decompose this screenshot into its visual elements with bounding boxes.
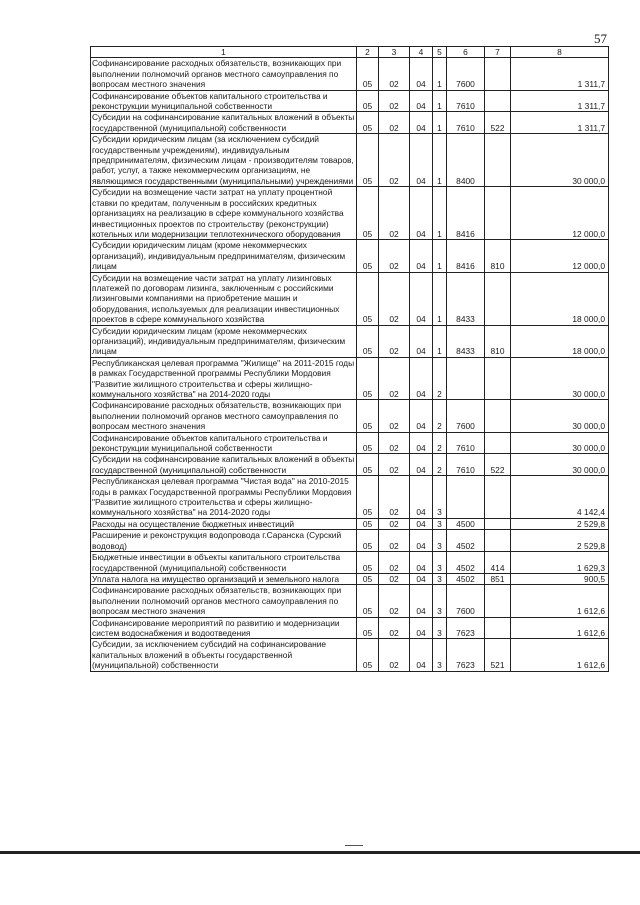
row-name-cell: Софинансирование расходных обязательств, возникающих при выполнении полномочий органов местного самоуправления по вопросам местного значения bbox=[91, 58, 357, 90]
row-c3-cell: 02 bbox=[379, 90, 410, 112]
row-c2-cell: 05 bbox=[357, 454, 379, 476]
table-row bbox=[91, 58, 609, 90]
column-header: 4 bbox=[410, 47, 433, 58]
row-c8-cell: 30 000,0 bbox=[511, 134, 609, 187]
row-name-cell: Уплата налога на имущество организаций и земельного налога bbox=[91, 573, 357, 584]
table-row bbox=[91, 400, 609, 432]
row-c4-cell: 04 bbox=[410, 573, 433, 584]
table-row bbox=[91, 272, 609, 325]
table-row bbox=[91, 639, 609, 671]
row-c6-cell: 7610 bbox=[447, 432, 485, 454]
row-c5-cell: 3 bbox=[433, 518, 447, 529]
row-c8-cell: 1 612,6 bbox=[511, 585, 609, 617]
row-c5-cell: 2 bbox=[433, 432, 447, 454]
row-c4-cell: 04 bbox=[410, 432, 433, 454]
table-row bbox=[91, 112, 609, 134]
row-name-cell: Субсидии юридическим лицам (за исключением субсидий государственным учреждениям), индивидуальным предпринимателям, физическим лицам - производителям товаров, работ, услуг, а также некоммерческим организациям, не являющимся государственными (муниципальными) учреждениями bbox=[91, 134, 357, 187]
row-c6-cell: 8400 bbox=[447, 134, 485, 187]
column-header: 5 bbox=[433, 47, 447, 58]
row-c4-cell: 04 bbox=[410, 552, 433, 574]
row-c6-cell: 7610 bbox=[447, 454, 485, 476]
row-c5-cell: 2 bbox=[433, 357, 447, 400]
row-c8-cell: 1 311,7 bbox=[511, 90, 609, 112]
table-row bbox=[91, 454, 609, 476]
row-c2-cell: 05 bbox=[357, 573, 379, 584]
row-c5-cell: 3 bbox=[433, 530, 447, 552]
row-c8-cell: 2 529,8 bbox=[511, 530, 609, 552]
row-name-cell: Расходы на осуществление бюджетных инвестиций bbox=[91, 518, 357, 529]
row-name-cell: Софинансирование объектов капитального строительства и реконструкции муниципальной собственности bbox=[91, 432, 357, 454]
row-c8-cell: 1 612,6 bbox=[511, 639, 609, 671]
table-row bbox=[91, 585, 609, 617]
row-name-cell: Республиканская целевая программа "Чистая вода" на 2010-2015 годы в рамках Государственной программы Республики Мордовия "Развитие жилищного строительства и сферы жилищно-коммунального хозяйства" на 2014-2020 годы bbox=[91, 476, 357, 519]
row-c7-cell: 522 bbox=[485, 112, 511, 134]
row-c3-cell: 02 bbox=[379, 240, 410, 272]
row-c2-cell: 05 bbox=[357, 187, 379, 240]
row-c3-cell: 02 bbox=[379, 187, 410, 240]
row-c6-cell: 7610 bbox=[447, 90, 485, 112]
row-c3-cell: 02 bbox=[379, 585, 410, 617]
row-c4-cell: 04 bbox=[410, 530, 433, 552]
row-c2-cell: 05 bbox=[357, 530, 379, 552]
row-c4-cell: 04 bbox=[410, 187, 433, 240]
row-c6-cell bbox=[447, 357, 485, 400]
table-header-row bbox=[91, 47, 609, 58]
row-c3-cell: 02 bbox=[379, 454, 410, 476]
row-name-cell: Бюджетные инвестиции в объекты капитального строительства государственной (муниципальной) собственности bbox=[91, 552, 357, 574]
row-c6-cell: 7623 bbox=[447, 639, 485, 671]
column-header: 3 bbox=[379, 47, 410, 58]
row-c7-cell bbox=[485, 400, 511, 432]
row-name-cell: Субсидии на возмещение части затрат на уплату лизинговых платежей по договорам лизинга, заключенным с российскими лизинговыми компаниями на приобретение машин и оборудования, используемых для реализации инвестиционных проектов в сфере коммунального хозяйства bbox=[91, 272, 357, 325]
row-c4-cell: 04 bbox=[410, 518, 433, 529]
table-row bbox=[91, 476, 609, 519]
row-name-cell: Софинансирование объектов капитального строительства и реконструкции муниципальной собственности bbox=[91, 90, 357, 112]
column-header: 8 bbox=[511, 47, 609, 58]
row-c8-cell: 12 000,0 bbox=[511, 240, 609, 272]
row-c5-cell: 3 bbox=[433, 573, 447, 584]
row-c8-cell: 1 612,6 bbox=[511, 617, 609, 639]
row-c6-cell: 7600 bbox=[447, 58, 485, 90]
row-name-cell: Расширение и реконструкция водопровода г.Саранска (Сурский водовод) bbox=[91, 530, 357, 552]
row-c3-cell: 02 bbox=[379, 573, 410, 584]
table-row bbox=[91, 518, 609, 529]
row-c5-cell: 2 bbox=[433, 454, 447, 476]
row-c2-cell: 05 bbox=[357, 90, 379, 112]
row-name-cell: Софинансирование расходных обязательств, возникающих при выполнении полномочий органов местного самоуправления по вопросам местного значения bbox=[91, 400, 357, 432]
row-c3-cell: 02 bbox=[379, 476, 410, 519]
row-c7-cell: 522 bbox=[485, 454, 511, 476]
row-c5-cell: 1 bbox=[433, 112, 447, 134]
row-c6-cell: 4502 bbox=[447, 552, 485, 574]
row-c8-cell: 1 311,7 bbox=[511, 112, 609, 134]
row-c6-cell: 4500 bbox=[447, 518, 485, 529]
row-name-cell: Субсидии на софинансирование капитальных вложений в объекты государственной (муниципальной) собственности bbox=[91, 112, 357, 134]
row-c7-cell: 414 bbox=[485, 552, 511, 574]
row-c6-cell: 4502 bbox=[447, 573, 485, 584]
row-c8-cell: 30 000,0 bbox=[511, 357, 609, 400]
row-c4-cell: 04 bbox=[410, 585, 433, 617]
row-c8-cell: 900,5 bbox=[511, 573, 609, 584]
row-c5-cell: 3 bbox=[433, 639, 447, 671]
row-c7-cell bbox=[485, 58, 511, 90]
row-c7-cell bbox=[485, 272, 511, 325]
table-row bbox=[91, 357, 609, 400]
row-c7-cell: 521 bbox=[485, 639, 511, 671]
row-c7-cell bbox=[485, 187, 511, 240]
row-c2-cell: 05 bbox=[357, 272, 379, 325]
row-c6-cell: 7600 bbox=[447, 400, 485, 432]
row-c5-cell: 1 bbox=[433, 134, 447, 187]
row-name-cell: Субсидии юридическим лицам (кроме некоммерческих организаций), индивидуальным предпринимателям, физическим лицам bbox=[91, 325, 357, 357]
footer-dash bbox=[345, 845, 363, 846]
table-row bbox=[91, 530, 609, 552]
row-c4-cell: 04 bbox=[410, 357, 433, 400]
row-c7-cell bbox=[485, 357, 511, 400]
row-c2-cell: 05 bbox=[357, 476, 379, 519]
row-c7-cell bbox=[485, 134, 511, 187]
row-c3-cell: 02 bbox=[379, 530, 410, 552]
row-c5-cell: 2 bbox=[433, 400, 447, 432]
row-c8-cell: 1 629,3 bbox=[511, 552, 609, 574]
column-header: 6 bbox=[447, 47, 485, 58]
row-c2-cell: 05 bbox=[357, 400, 379, 432]
row-c4-cell: 04 bbox=[410, 400, 433, 432]
row-c7-cell bbox=[485, 518, 511, 529]
row-c5-cell: 1 bbox=[433, 272, 447, 325]
table-row bbox=[91, 240, 609, 272]
row-c8-cell: 30 000,0 bbox=[511, 432, 609, 454]
row-c7-cell: 810 bbox=[485, 240, 511, 272]
row-c3-cell: 02 bbox=[379, 518, 410, 529]
row-c6-cell: 7610 bbox=[447, 112, 485, 134]
row-c7-cell: 810 bbox=[485, 325, 511, 357]
row-c3-cell: 02 bbox=[379, 272, 410, 325]
table-row bbox=[91, 187, 609, 240]
row-c3-cell: 02 bbox=[379, 639, 410, 671]
column-header: 2 bbox=[357, 47, 379, 58]
row-c3-cell: 02 bbox=[379, 357, 410, 400]
row-c5-cell: 1 bbox=[433, 187, 447, 240]
row-c6-cell: 4502 bbox=[447, 530, 485, 552]
table-row bbox=[91, 552, 609, 574]
table-row bbox=[91, 617, 609, 639]
row-c2-cell: 05 bbox=[357, 617, 379, 639]
row-c2-cell: 05 bbox=[357, 357, 379, 400]
row-c4-cell: 04 bbox=[410, 617, 433, 639]
row-c2-cell: 05 bbox=[357, 518, 379, 529]
row-name-cell: Софинансирование расходных обязательств, возникающих при выполнении полномочий органов местного самоуправления по вопросам местного значения bbox=[91, 585, 357, 617]
row-c7-cell bbox=[485, 530, 511, 552]
row-c2-cell: 05 bbox=[357, 432, 379, 454]
row-c5-cell: 1 bbox=[433, 90, 447, 112]
page-number: 57 bbox=[594, 31, 607, 46]
row-c5-cell: 3 bbox=[433, 552, 447, 574]
row-c4-cell: 04 bbox=[410, 112, 433, 134]
row-c8-cell: 1 311,7 bbox=[511, 58, 609, 90]
row-c5-cell: 3 bbox=[433, 476, 447, 519]
row-name-cell: Субсидии, за исключением субсидий на софинансирование капитальных вложений в объекты государственной (муниципальной) собственности bbox=[91, 639, 357, 671]
row-c5-cell: 1 bbox=[433, 325, 447, 357]
row-c7-cell bbox=[485, 432, 511, 454]
row-c3-cell: 02 bbox=[379, 617, 410, 639]
row-c3-cell: 02 bbox=[379, 432, 410, 454]
row-c6-cell: 7623 bbox=[447, 617, 485, 639]
budget-table bbox=[90, 46, 609, 672]
row-c3-cell: 02 bbox=[379, 400, 410, 432]
row-name-cell: Субсидии на возмещение части затрат на уплату процентной ставки по кредитам, полученным в российских кредитных организациях на реализацию в сфере коммунального хозяйства инвестиционных проектов по строительству (реконструкции) котельных или модернизации теплотехнического оборудования bbox=[91, 187, 357, 240]
row-c3-cell: 02 bbox=[379, 58, 410, 90]
row-c7-cell bbox=[485, 585, 511, 617]
row-c5-cell: 3 bbox=[433, 617, 447, 639]
row-c7-cell: 851 bbox=[485, 573, 511, 584]
row-c8-cell: 2 529,8 bbox=[511, 518, 609, 529]
table-row bbox=[91, 134, 609, 187]
table-row bbox=[91, 325, 609, 357]
row-c6-cell: 8416 bbox=[447, 187, 485, 240]
row-name-cell: Республиканская целевая программа "Жилище" на 2011-2015 годы в рамках Государственной программы Республики Мордовия "Развитие жилищного строительства и сферы жилищно-коммунального хозяйства" на 2014-2020 годы bbox=[91, 357, 357, 400]
row-c4-cell: 04 bbox=[410, 325, 433, 357]
row-name-cell: Субсидии юридическим лицам (кроме некоммерческих организаций), индивидуальным предпринимателям, физическим лицам bbox=[91, 240, 357, 272]
row-c8-cell: 4 142,4 bbox=[511, 476, 609, 519]
row-c6-cell: 8433 bbox=[447, 325, 485, 357]
row-c8-cell: 18 000,0 bbox=[511, 325, 609, 357]
table-row bbox=[91, 90, 609, 112]
column-header: 1 bbox=[91, 47, 357, 58]
table-row bbox=[91, 573, 609, 584]
row-c3-cell: 02 bbox=[379, 134, 410, 187]
row-c6-cell: 8433 bbox=[447, 272, 485, 325]
row-c8-cell: 12 000,0 bbox=[511, 187, 609, 240]
row-c5-cell: 1 bbox=[433, 58, 447, 90]
row-c4-cell: 04 bbox=[410, 58, 433, 90]
row-c4-cell: 04 bbox=[410, 240, 433, 272]
row-c7-cell bbox=[485, 90, 511, 112]
row-c6-cell: 7600 bbox=[447, 585, 485, 617]
row-c4-cell: 04 bbox=[410, 639, 433, 671]
row-c7-cell bbox=[485, 476, 511, 519]
row-c3-cell: 02 bbox=[379, 325, 410, 357]
row-c6-cell: 8416 bbox=[447, 240, 485, 272]
row-name-cell: Софинансирование мероприятий по развитию и модернизации систем водоснабжения и водоотведения bbox=[91, 617, 357, 639]
column-header: 7 bbox=[485, 47, 511, 58]
row-c6-cell bbox=[447, 476, 485, 519]
row-c8-cell: 30 000,0 bbox=[511, 454, 609, 476]
row-c8-cell: 30 000,0 bbox=[511, 400, 609, 432]
table-row bbox=[91, 432, 609, 454]
row-c2-cell: 05 bbox=[357, 112, 379, 134]
row-c4-cell: 04 bbox=[410, 476, 433, 519]
footer-rule bbox=[0, 851, 640, 854]
row-c2-cell: 05 bbox=[357, 552, 379, 574]
row-c4-cell: 04 bbox=[410, 272, 433, 325]
row-c2-cell: 05 bbox=[357, 325, 379, 357]
row-c3-cell: 02 bbox=[379, 552, 410, 574]
row-c2-cell: 05 bbox=[357, 58, 379, 90]
row-c3-cell: 02 bbox=[379, 112, 410, 134]
row-c7-cell bbox=[485, 617, 511, 639]
row-c4-cell: 04 bbox=[410, 90, 433, 112]
row-c2-cell: 05 bbox=[357, 585, 379, 617]
row-c4-cell: 04 bbox=[410, 134, 433, 187]
row-c4-cell: 04 bbox=[410, 454, 433, 476]
row-name-cell: Субсидии на софинансирование капитальных вложений в объекты государственной (муниципальной) собственности bbox=[91, 454, 357, 476]
row-c5-cell: 1 bbox=[433, 240, 447, 272]
row-c2-cell: 05 bbox=[357, 134, 379, 187]
row-c2-cell: 05 bbox=[357, 240, 379, 272]
row-c5-cell: 3 bbox=[433, 585, 447, 617]
row-c8-cell: 18 000,0 bbox=[511, 272, 609, 325]
row-c2-cell: 05 bbox=[357, 639, 379, 671]
